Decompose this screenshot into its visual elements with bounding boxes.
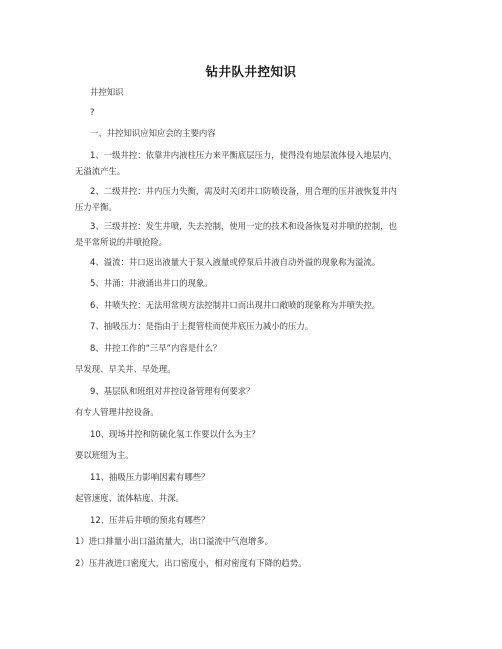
paragraph-line: 无溢流产生。	[75, 166, 126, 176]
paragraph-line: 4、溢流：井口返出液量大于泵入液量或停泵后井液自动外溢的现象称为溢流。	[90, 257, 381, 267]
paragraph-line: 5、井涌：井液涌出井口的现象。	[90, 278, 213, 288]
paragraph-line: 是平常所说的井喷抢险。	[75, 237, 168, 247]
paragraph-line: 井控知识	[90, 87, 124, 97]
paragraph-line: 压力平衡。	[75, 202, 117, 212]
paragraph-line: 早发现、早关井、早处理。	[75, 364, 176, 374]
paragraph-line: 9、基层队和班组对井控设备管理有何要求？	[90, 386, 255, 396]
paragraph-line: ?	[90, 107, 95, 117]
paragraph-line: 起管速度、流体粘度、井深。	[75, 493, 184, 503]
paragraph-line: 10、现场井控和防硫化氢工作要以什么为主？	[90, 429, 260, 439]
paragraph-line: 8、井控工作的“三早”内容是什么？	[90, 343, 222, 353]
paragraph-line: 1）进口排量小出口溢流量大，出口溢流中气泡增多。	[75, 536, 273, 546]
paragraph-line: 7、抽吸压力：是指由于上提管柱而使井底压力减小的压力。	[90, 321, 314, 331]
paragraph-line: 一、井控知识应知应会的主要内容	[90, 128, 216, 138]
document-title: 钻井队井控知识	[205, 64, 297, 79]
paragraph-line: 6、井喷失控：无法用常规方法控制井口而出现井口敞喷的现象称为井喷失控。	[90, 300, 381, 310]
paragraph-line: 1、一级井控：依靠井内液柱压力来平衡底层压力，使得没有地层流体侵入地层内，	[90, 150, 397, 160]
paragraph-line: 要以班组为主。	[75, 450, 134, 460]
paragraph-line: 3、三级井控：发生井喷，失去控制，使用一定的技术和设备恢复对井喷的控制，也	[90, 221, 397, 231]
paragraph-line: 2）压井液进口密度大，出口密度小，相对密度有下降的趋势。	[75, 558, 307, 568]
paragraph-line: 11、抽吸压力影响因素有哪些？	[90, 472, 210, 482]
paragraph-line: 2、二级井控：井内压力失衡，需及时关闭井口防喷设备，用合理的压井液恢复井内	[90, 186, 397, 196]
paragraph-line: 12、压井后井喷的预兆有哪些？	[90, 515, 210, 525]
paragraph-line: 有专人管理井控设备。	[75, 407, 159, 417]
